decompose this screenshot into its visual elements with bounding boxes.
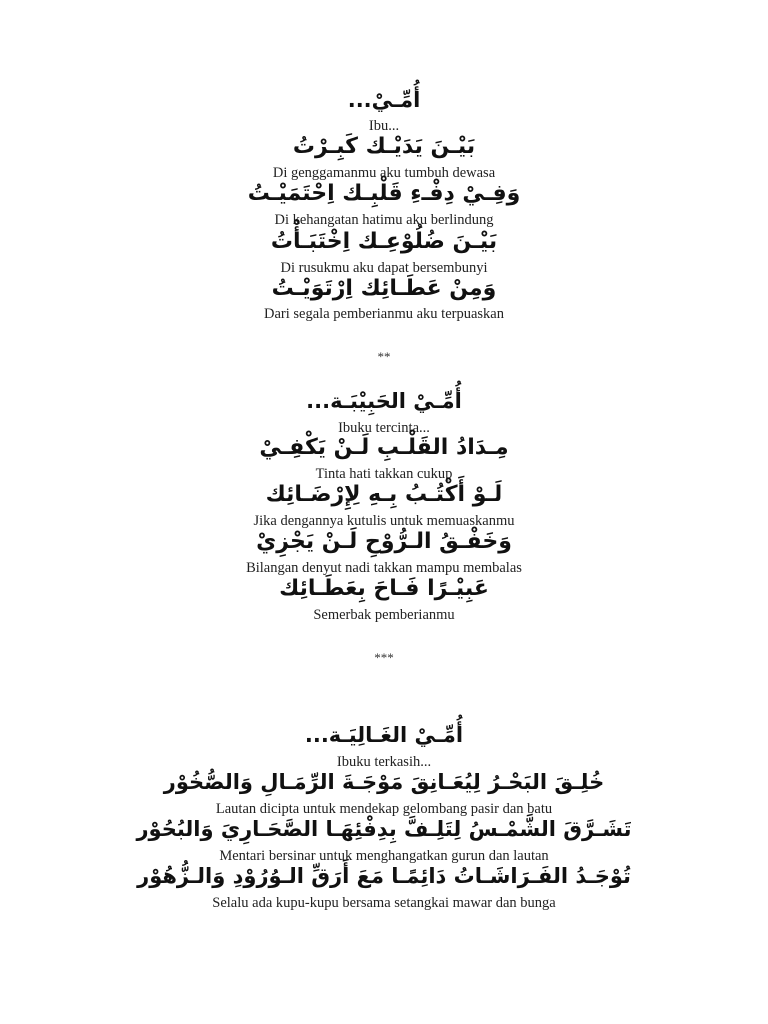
stanza-2-line-1-translation: Tinta hati takkan cukup [315, 466, 453, 482]
stanza-2-line-3-arabic: وَخَفْـقُ الـرُّوْحِ لَـنْ يَجْزِيْ [256, 529, 512, 554]
stanza-separator: ** [377, 349, 391, 364]
stanza-2-line-4-translation: Semerbak pemberianmu [313, 607, 455, 623]
stanza-separator: *** [374, 650, 394, 665]
stanza-1-title-arabic: أُمِّـيْ... [347, 88, 421, 112]
stanza-2-line-2-translation: Jika dengannya kutulis untuk memuaskanmu [253, 513, 515, 529]
stanza-2-line-3-translation: Bilangan denyut nadi takkan mampu membalas [246, 560, 522, 576]
stanza-1-line-2-translation: Di kehangatan hatimu aku berlindung [274, 212, 494, 228]
stanza-3-line-2-arabic: تَشَـرَّقَ الشَّمْـسُ لِتَلِـفَّ بِدِفْئِهَـا الصَّحَـارِيَ وَالبُحُوْر [136, 817, 632, 841]
stanza-1-title-translation: Ibu... [368, 118, 400, 134]
stanza-1-line-4-translation: Dari segala pemberianmu aku terpuaskan [264, 306, 504, 322]
stanza-2-line-4-arabic: عَبِيْـرًا فَـاحَ بِعَطَـائِك [279, 576, 489, 601]
stanza-3-line-3-arabic: تُوْجَـدُ الفَـرَاشَـاتُ دَائِمًـا مَعَ أَرَقِّ الـوُرُوْدِ وَالـزُّهُوْر [137, 864, 631, 888]
stanza-3-line-1-translation: Lautan dicipta untuk mendekap gelombang pasir dan batu [215, 801, 553, 817]
stanza-3-title-translation: Ibuku terkasih... [336, 754, 432, 770]
stanza-2-line-1-arabic: مِـدَادُ القَلْـبِ لَـنْ يَكْفِـيْ [259, 435, 509, 460]
stanza-3-line-1-arabic: خُلِـقَ البَحْـرُ لِيُعَـانِقَ مَوْجَـةَ الرِّمَـالِ وَالصُّخُوْر [163, 770, 605, 794]
stanza-2-line-2-arabic: لَـوْ أَكْتُـبُ بِـهِ لِإِرْضَـائِك [265, 482, 503, 507]
stanza-3-line-3-translation: Selalu ada kupu-kupu bersama setangkai mawar dan bunga [212, 895, 556, 911]
stanza-1-line-3-arabic: بَيْـنَ ضُلُوْعِـك اِخْتَبَـأْتُ [270, 229, 498, 254]
stanza-1-line-2-arabic: وَفِـيْ دِفْـءِ قَلْبِـك اِحْتَمَيْـتُ [247, 181, 521, 206]
stanza-1-line-4-arabic: وَمِنْ عَطَـائِك اِرْتَوَيْـتُ [271, 276, 497, 301]
stanza-2-title-arabic: أُمِّـيْ الحَبِيْبَـة... [306, 389, 462, 413]
stanza-3-line-2-translation: Mentari bersinar untuk menghangatkan gurun dan lautan [219, 848, 549, 864]
stanza-3-title-arabic: أُمِّـيْ الغَـالِيَـة... [304, 723, 464, 747]
stanza-1-line-3-translation: Di rusukmu aku dapat bersembunyi [280, 260, 488, 276]
stanza-1-line-1-translation: Di genggamanmu aku tumbuh dewasa [272, 165, 496, 181]
stanza-2-title-translation: Ibuku tercinta... [338, 420, 430, 436]
stanza-1-line-1-arabic: بَيْـنَ يَدَيْـك كَبِـرْتُ [292, 134, 476, 159]
